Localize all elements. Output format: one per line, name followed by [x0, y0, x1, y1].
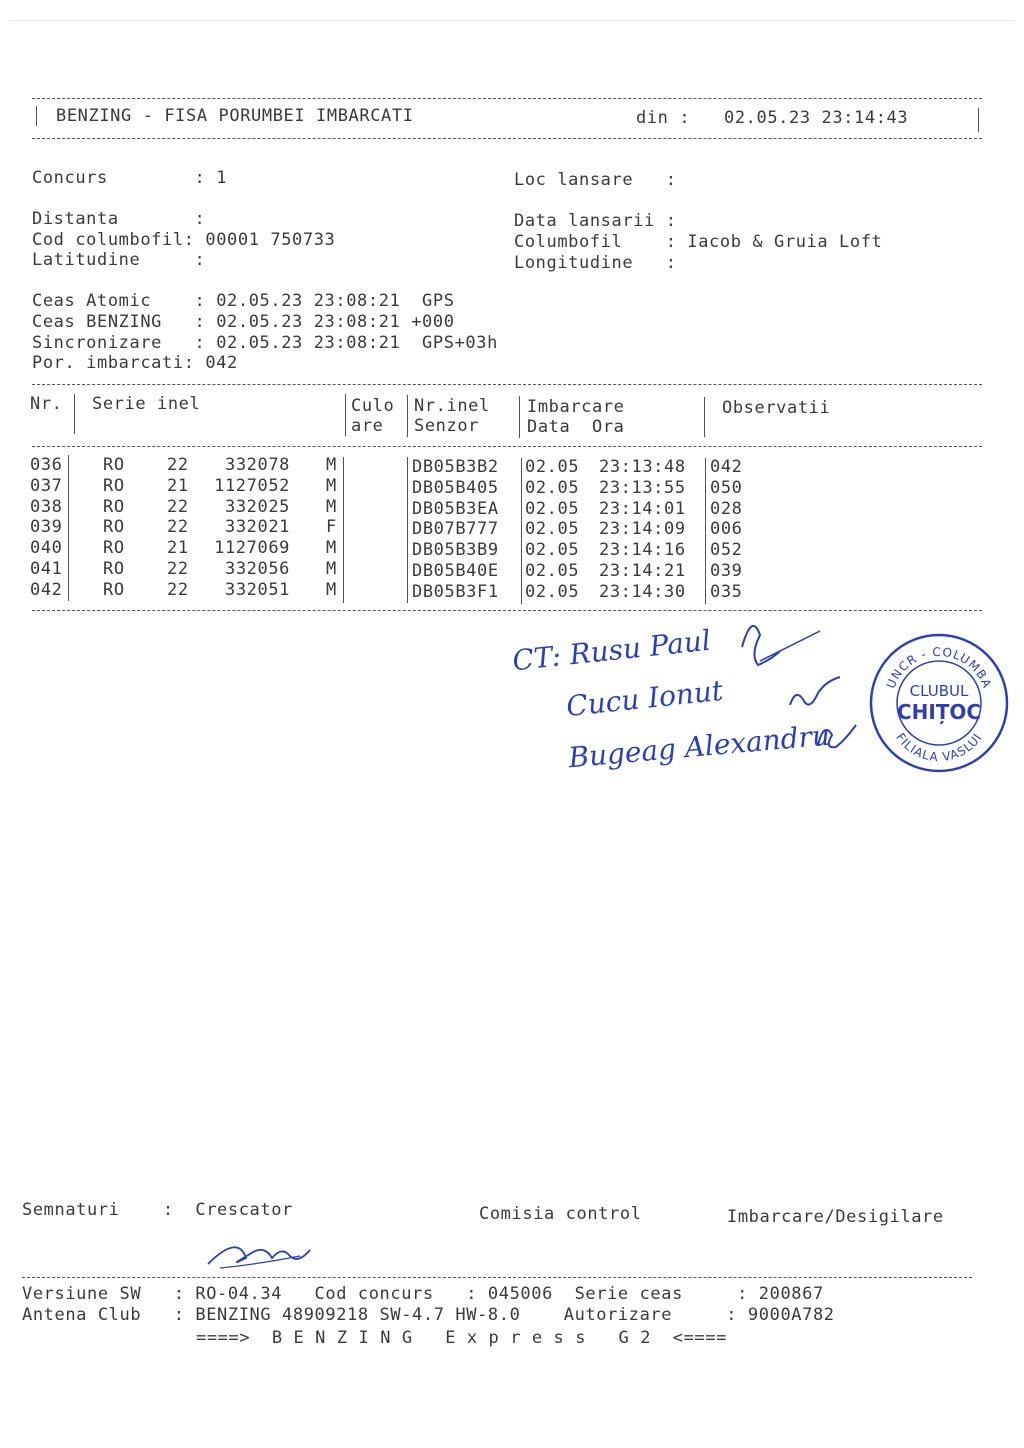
- cod-columbofil-field: Cod columbofil: 00001 750733: [32, 230, 336, 250]
- cell-sex: M: [326, 496, 337, 517]
- cell-ora: 23:14:30: [599, 581, 686, 602]
- cell-data: 02.05: [525, 581, 580, 602]
- table-row: [0, 497, 1024, 518]
- cell-nr: 039: [30, 517, 63, 538]
- cell-observatii: 006: [710, 519, 743, 540]
- cell-data: 02.05: [525, 561, 580, 581]
- header-divider: [345, 394, 346, 436]
- header-top-rule: [32, 98, 982, 99]
- cell-senzor: DB05B3B9: [412, 540, 499, 561]
- cell-an: 21: [167, 475, 189, 496]
- cell-tara: RO: [103, 559, 125, 579]
- col-header-imbarcare: Imbarcare: [527, 397, 625, 417]
- printed-datetime: 02.05.23 23:14:43: [724, 108, 909, 128]
- cell-sex: F: [326, 517, 337, 538]
- cell-senzor: DB05B3B2: [412, 457, 499, 477]
- benzing-express-banner: ====> B E N Z I N G E x p r e s s G 2 <====: [196, 1328, 727, 1348]
- cell-tara: RO: [103, 455, 125, 475]
- header-left-bar: [36, 106, 37, 126]
- cell-an: 21: [167, 538, 189, 559]
- signature-scribbles: [720, 605, 870, 785]
- ceas-atomic-field: Ceas Atomic : 02.05.23 23:08:21 GPS: [32, 291, 455, 311]
- cell-nr: 041: [30, 559, 63, 579]
- header-bottom-rule: [32, 138, 982, 139]
- cell-sex: M: [326, 455, 337, 475]
- columbofil-field: Columbofil : Iacob & Gruia Loft: [514, 232, 883, 252]
- cell-nr: 037: [30, 475, 63, 496]
- imbarcare-desigilare-label: Imbarcare/Desigilare: [727, 1207, 944, 1227]
- cell-ora: 23:14:16: [599, 540, 686, 561]
- table-header-rule: [32, 446, 982, 447]
- cell-observatii: 042: [710, 457, 743, 477]
- table-row: [0, 559, 1024, 580]
- header-right-bar: [978, 108, 979, 132]
- cell-ora: 23:14:01: [599, 498, 686, 519]
- cell-observatii: 052: [710, 540, 743, 561]
- cell-sex: M: [326, 475, 337, 496]
- cell-data: 02.05: [525, 457, 580, 477]
- row-divider: [68, 455, 69, 601]
- cell-data: 02.05: [525, 540, 580, 561]
- col-header-nr: Nr.: [30, 394, 63, 414]
- row-divider: [521, 458, 522, 604]
- col-header-serie-inel: Serie inel: [92, 394, 201, 414]
- loc-lansare-field: Loc lansare :: [514, 170, 677, 190]
- cell-nr: 040: [30, 538, 63, 559]
- col-header-data-ora: Data Ora: [527, 417, 625, 437]
- row-divider: [705, 458, 706, 604]
- cell-tara: RO: [103, 496, 125, 517]
- row-divider: [343, 457, 344, 603]
- crescator-signature: [200, 1228, 320, 1274]
- col-header-observatii: Observatii: [722, 398, 831, 418]
- table-row: [0, 455, 1024, 476]
- cell-an: 22: [167, 496, 189, 517]
- cell-ora: 23:14:09: [599, 519, 686, 540]
- cell-observatii: 028: [710, 498, 743, 519]
- cell-inel: 332021: [224, 517, 290, 538]
- cell-nr: 038: [30, 496, 63, 517]
- por-imbarcati-field: Por. imbarcati: 042: [32, 353, 238, 373]
- col-header-culo: Culo: [351, 396, 395, 416]
- cell-nr: 042: [30, 579, 63, 600]
- stamp-line-2: CHIȚOC: [896, 700, 982, 724]
- ceas-benzing-field: Ceas BENZING : 02.05.23 23:08:21 +000: [32, 312, 455, 332]
- cell-inel: 1127069: [214, 538, 290, 559]
- cell-data: 02.05: [525, 477, 580, 498]
- cell-tara: RO: [103, 517, 125, 538]
- cell-inel: 332051: [224, 579, 290, 600]
- document-title: BENZING - FISA PORUMBEI IMBARCATI: [56, 106, 414, 126]
- row-divider: [407, 457, 408, 603]
- cell-sex: M: [326, 538, 337, 559]
- cell-data: 02.05: [525, 519, 580, 540]
- cell-ora: 23:14:21: [599, 561, 686, 581]
- stamp-top-text: UNCR - COLUMBA: [883, 644, 995, 691]
- cell-senzor: DB07B777: [412, 519, 499, 540]
- versiune-line: Versiune SW : RO-04.34 Cod concurs : 045006 Serie ceas : 200867: [22, 1284, 824, 1304]
- sincronizare-field: Sincronizare : 02.05.23 23:08:21 GPS+03h: [32, 333, 498, 353]
- footer-rule: [22, 1277, 972, 1278]
- cell-senzor: DB05B40E: [412, 561, 499, 581]
- cell-inel: 332025: [224, 496, 290, 517]
- cell-data: 02.05: [525, 498, 580, 519]
- table-row: [0, 538, 1024, 559]
- cell-senzor: DB05B3F1: [412, 581, 499, 602]
- cell-an: 22: [167, 579, 189, 600]
- col-header-culo-are: are: [351, 416, 384, 436]
- cell-nr: 036: [30, 455, 63, 475]
- cell-observatii: 050: [710, 477, 743, 498]
- page-top-edge: [10, 20, 1014, 21]
- semnaturi-label: Semnaturi : Crescator: [22, 1200, 293, 1220]
- cell-observatii: 035: [710, 581, 743, 602]
- distanta-field: Distanta :: [32, 209, 206, 229]
- svg-text:FILIALA VASLUI: [893, 730, 985, 764]
- handwritten-name-2: Cucu Ionut: [564, 673, 725, 724]
- latitudine-field: Latitudine :: [32, 250, 206, 270]
- col-header-senzor: Senzor: [414, 416, 480, 436]
- table-row: [0, 580, 1024, 601]
- cell-senzor: DB05B405: [412, 477, 499, 498]
- club-stamp: [868, 632, 1010, 774]
- table-top-rule: [32, 384, 982, 385]
- cell-observatii: 039: [710, 561, 743, 581]
- longitudine-field: Longitudine :: [514, 253, 677, 273]
- cell-inel: 332078: [224, 455, 290, 475]
- handwritten-name-3: Bugeag Alexandru: [567, 718, 832, 775]
- header-divider: [519, 396, 520, 438]
- stamp-line-1: CLUBUL: [909, 682, 969, 700]
- cell-an: 22: [167, 455, 189, 475]
- cell-sex: M: [326, 559, 337, 579]
- cell-tara: RO: [103, 579, 125, 600]
- cell-tara: RO: [103, 475, 125, 496]
- header-divider: [407, 395, 408, 437]
- cell-ora: 23:13:55: [599, 477, 686, 498]
- comisia-control-label: Comisia control: [479, 1204, 642, 1224]
- header-divider: [74, 394, 75, 434]
- din-label: din :: [636, 108, 691, 128]
- cell-inel: 1127052: [214, 475, 290, 496]
- cell-an: 22: [167, 559, 189, 579]
- header-divider: [704, 397, 705, 437]
- data-lansarii-field: Data lansarii :: [514, 211, 677, 231]
- table-row: [0, 476, 1024, 497]
- handwritten-name-1: CT: Rusu Paul: [510, 623, 713, 678]
- concurs-field: Concurs : 1: [32, 168, 228, 188]
- cell-sex: M: [326, 579, 337, 600]
- cell-inel: 332056: [224, 559, 290, 579]
- table-row: [0, 517, 1024, 538]
- antena-line: Antena Club : BENZING 48909218 SW-4.7 HW-8.0 Autorizare : 9000A782: [22, 1305, 835, 1325]
- cell-an: 22: [167, 517, 189, 538]
- cell-tara: RO: [103, 538, 125, 559]
- stamp-bottom-text: FILIALA VASLUI: [893, 730, 985, 765]
- cell-ora: 23:13:48: [599, 457, 686, 477]
- cell-senzor: DB05B3EA: [412, 498, 499, 519]
- col-header-nr-inel: Nr.inel: [414, 396, 490, 416]
